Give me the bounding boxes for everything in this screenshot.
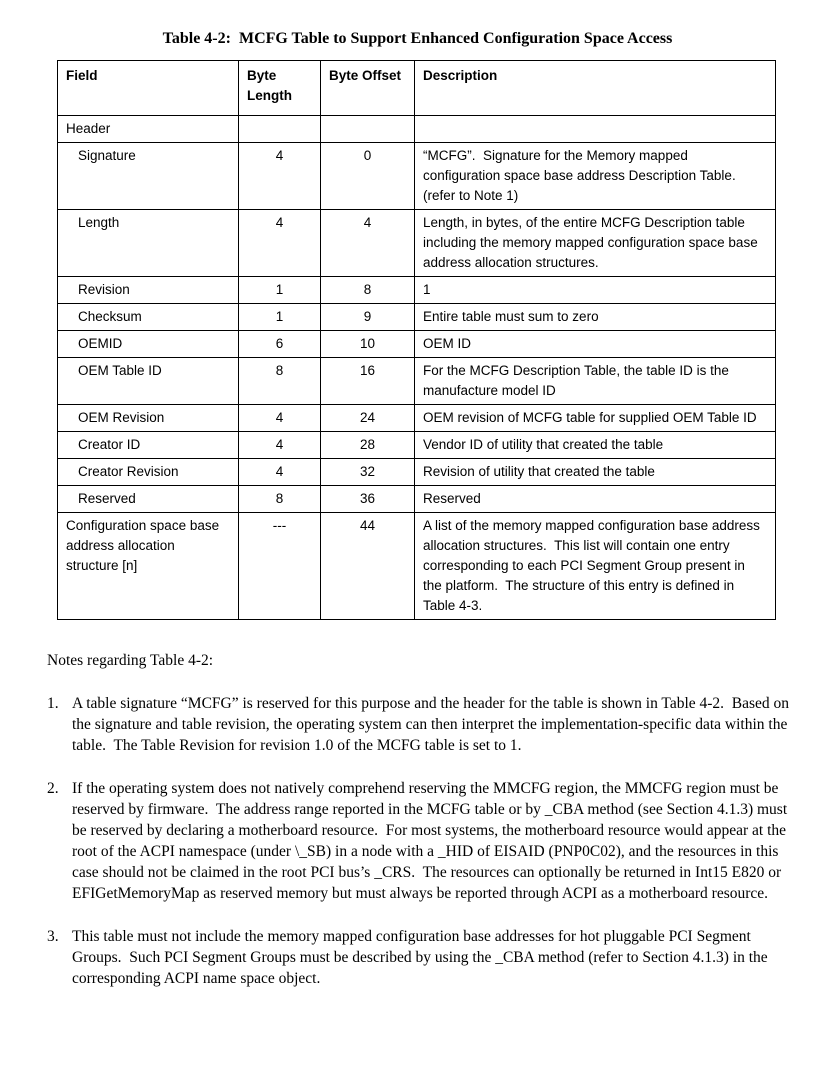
byte-offset-cell: 24 (321, 405, 415, 432)
notes-heading: Notes regarding Table 4-2: (47, 652, 214, 669)
notes-section (47, 650, 793, 989)
column-header-byte-length: Byte Length (239, 61, 321, 116)
byte-offset-cell: 8 (321, 277, 415, 304)
table-row-oem-revision (58, 405, 776, 432)
field-cell: Reserved (58, 486, 239, 513)
table-header-row (58, 61, 776, 116)
column-header-description: Description (415, 61, 776, 116)
byte-offset-cell (321, 116, 415, 143)
description-cell: 1 (415, 277, 776, 304)
byte-length-cell: 4 (239, 210, 321, 277)
byte-offset-cell: 9 (321, 304, 415, 331)
byte-offset-cell: 4 (321, 210, 415, 277)
description-cell: OEM ID (415, 331, 776, 358)
table-row-creator-revision (58, 459, 776, 486)
description-cell: Length, in bytes, of the entire MCFG Description table including the memory mapped configuration space base address allocation structures. (415, 210, 776, 277)
note-item-3 (47, 926, 790, 989)
table-row-reserved (58, 486, 776, 513)
note-text: This table must not include the memory mapped configuration base addresses for hot pluggable PCI Segment Groups. Such PCI Segment Groups must be described by using the _CBA method (refer to Section 4.1.3) in the corresponding ACPI name space object. (72, 928, 772, 987)
field-cell: Header (58, 116, 239, 143)
table-row-oemid (58, 331, 776, 358)
byte-offset-cell: 16 (321, 358, 415, 405)
description-cell: Vendor ID of utility that created the table (415, 432, 776, 459)
byte-length-cell: 1 (239, 277, 321, 304)
byte-offset-cell: 44 (321, 513, 415, 620)
description-cell: Entire table must sum to zero (415, 304, 776, 331)
note-item-2 (47, 778, 790, 904)
note-number: 1. (47, 695, 59, 712)
field-cell: Creator ID (58, 432, 239, 459)
note-text: A table signature “MCFG” is reserved for this purpose and the header for the table is shown in Table 4-2. Based on the signature and table revision, the operating system can then interpret the implementation-specific data within the table. The Table Revision for revision 1.0 of the MCFG table is set to 1. (72, 695, 793, 754)
byte-length-cell: 1 (239, 304, 321, 331)
byte-length-cell: 4 (239, 405, 321, 432)
field-cell: Length (58, 210, 239, 277)
field-cell: OEM Table ID (58, 358, 239, 405)
table-caption: Table 4-2: MCFG Table to Support Enhanced Configuration Space Access (162, 30, 673, 47)
byte-length-cell: --- (239, 513, 321, 620)
description-cell: “MCFG”. Signature for the Memory mapped configuration space base address Description Table. (refer to Note 1) (415, 143, 776, 210)
description-cell (415, 116, 776, 143)
description-cell: Revision of utility that created the table (415, 459, 776, 486)
field-cell: Revision (58, 277, 239, 304)
description-cell: OEM revision of MCFG table for supplied OEM Table ID (415, 405, 776, 432)
field-cell: Signature (58, 143, 239, 210)
description-cell: Reserved (415, 486, 776, 513)
byte-length-cell: 8 (239, 358, 321, 405)
byte-length-cell: 4 (239, 459, 321, 486)
byte-length-cell (239, 116, 321, 143)
description-cell: For the MCFG Description Table, the table ID is the manufacture model ID (415, 358, 776, 405)
note-item-1 (47, 693, 793, 756)
column-header-field: Field (58, 61, 239, 116)
table-row-checksum (58, 304, 776, 331)
note-text: If the operating system does not natively comprehend reserving the MMCFG region, the MMCFG region must be reserved by firmware. The address range reported in the MCFG table or by _CBA method (see Section 4.1.3) must be reserved by declaring a motherboard resource. For most systems, the motherboard resource would appear at the root of the ACPI namespace (under \_SB) in a node with a _HID of EISAID (PNP0C02), and the resources in this case should not be claimed in the root PCI bus’s _CRS. The resources can optionally be returned in Int15 E820 or EFIGetMemoryMap as reserved memory but must always be reported through ACPI as a motherboard resource. (72, 780, 792, 902)
column-header-byte-offset: Byte Offset (321, 61, 415, 116)
byte-offset-cell: 28 (321, 432, 415, 459)
byte-offset-cell: 10 (321, 331, 415, 358)
table-row-config-space-structure (58, 513, 776, 620)
field-cell: Configuration space base address allocation structure [n] (58, 513, 239, 620)
byte-offset-cell: 32 (321, 459, 415, 486)
byte-length-cell: 4 (239, 143, 321, 210)
byte-length-cell: 6 (239, 331, 321, 358)
byte-length-cell: 4 (239, 432, 321, 459)
table-row-length (58, 210, 776, 277)
byte-length-cell: 8 (239, 486, 321, 513)
note-number: 3. (47, 928, 59, 945)
byte-offset-cell: 36 (321, 486, 415, 513)
table-row-oem-table-id (58, 358, 776, 405)
field-cell: OEM Revision (58, 405, 239, 432)
description-cell: A list of the memory mapped configuration base address allocation structures. This list will contain one entry corresponding to each PCI Segment Group present in the platform. The structure of this entry is defined in Table 4-3. (415, 513, 776, 620)
byte-offset-cell: 0 (321, 143, 415, 210)
table-row-creator-id (58, 432, 776, 459)
note-number: 2. (47, 780, 59, 797)
field-cell: Creator Revision (58, 459, 239, 486)
field-cell: Checksum (58, 304, 239, 331)
table-row-header (58, 116, 776, 143)
table-row-revision (58, 277, 776, 304)
table-row-signature (58, 143, 776, 210)
mcfg-spec-table (57, 60, 776, 620)
field-cell: OEMID (58, 331, 239, 358)
